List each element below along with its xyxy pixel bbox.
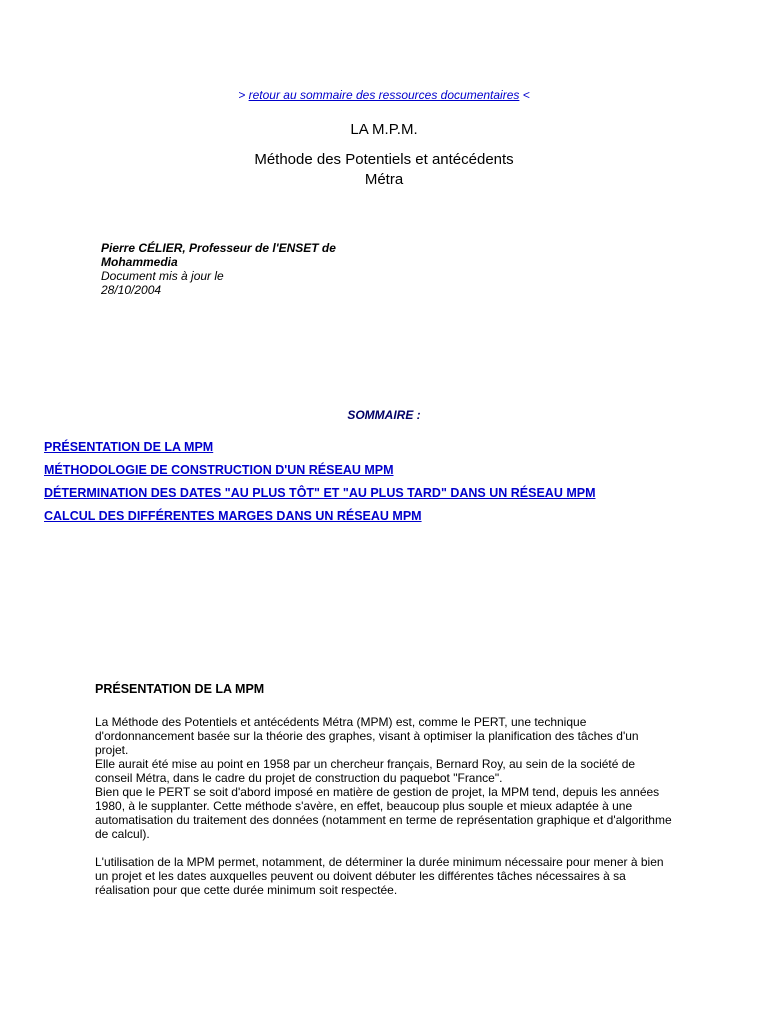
paragraph-text: La Méthode des Potentiels et antécédents Métra (MPM) est, comme le PERT, une technique d'ordonnancement basée sur la théorie des graphes, visant à optimiser la planification des tâches d'un projet. [95, 715, 639, 757]
updated-label: Document mis à jour le [101, 269, 224, 283]
section-paragraph-1 [95, 715, 675, 841]
table-of-contents [44, 440, 596, 532]
page-subtitle-line2: Métra [364, 171, 404, 188]
paragraph-text: Bien que le PERT se soit d'abord imposé en matière de gestion de projet, la MPM tend, depuis les années 1980, à le supplanter. Cette méthode s'avère, en effet, beaucoup plus souple et mieux adaptée à une automatisation du traitement des données (notamment en terme de représentation graphique et d'algorithme de calcul). [95, 785, 672, 841]
presentation-section [95, 682, 675, 911]
toc-item [44, 440, 596, 463]
back-link-suffix: < [519, 88, 530, 102]
toc-item [44, 509, 596, 532]
section-paragraph-2 [95, 855, 675, 897]
toc-item [44, 486, 596, 509]
back-to-summary-link-row [0, 88, 768, 102]
page-title: LA M.P.M. [350, 121, 418, 138]
toc-link-presentation[interactable]: PRÉSENTATION DE LA MPM [44, 440, 214, 454]
back-link-prefix: > [238, 88, 249, 102]
toc-link-marges[interactable]: CALCUL DES DIFFÉRENTES MARGES DANS UN RÉSEAU MPM [44, 509, 422, 523]
toc-item [44, 463, 596, 486]
toc-link-methodologie[interactable]: MÉTHODOLOGIE DE CONSTRUCTION D'UN RÉSEAU MPM [44, 463, 394, 477]
section-title: PRÉSENTATION DE LA MPM [95, 682, 265, 696]
author-block [101, 241, 361, 297]
author-name: Pierre CÉLIER, Professeur de l'ENSET de Mohammedia [101, 241, 336, 269]
toc-link-dates[interactable]: DÉTERMINATION DES DATES "AU PLUS TÔT" ET "AU PLUS TARD" DANS UN RÉSEAU MPM [44, 486, 596, 500]
updated-date: 28/10/2004 [101, 283, 162, 297]
paragraph-text: L'utilisation de la MPM permet, notamment, de déterminer la durée minimum nécessaire pour mener à bien un projet et les dates auxquelles peuvent ou doivent débuter les différentes tâches nécessaires à sa réalisation pour que cette durée minimum soit respectée. [95, 855, 664, 897]
paragraph-text: Elle aurait été mise au point en 1958 par un chercheur français, Bernard Roy, au sein de la société de conseil Métra, dans le cadre du projet de construction du paquebot "France". [95, 757, 636, 785]
page-subtitle: Méthode des Potentiels et antécédents [254, 151, 514, 168]
back-to-summary-link[interactable]: retour au sommaire des ressources documentaires [248, 88, 520, 102]
summary-heading: SOMMAIRE : [347, 408, 421, 422]
